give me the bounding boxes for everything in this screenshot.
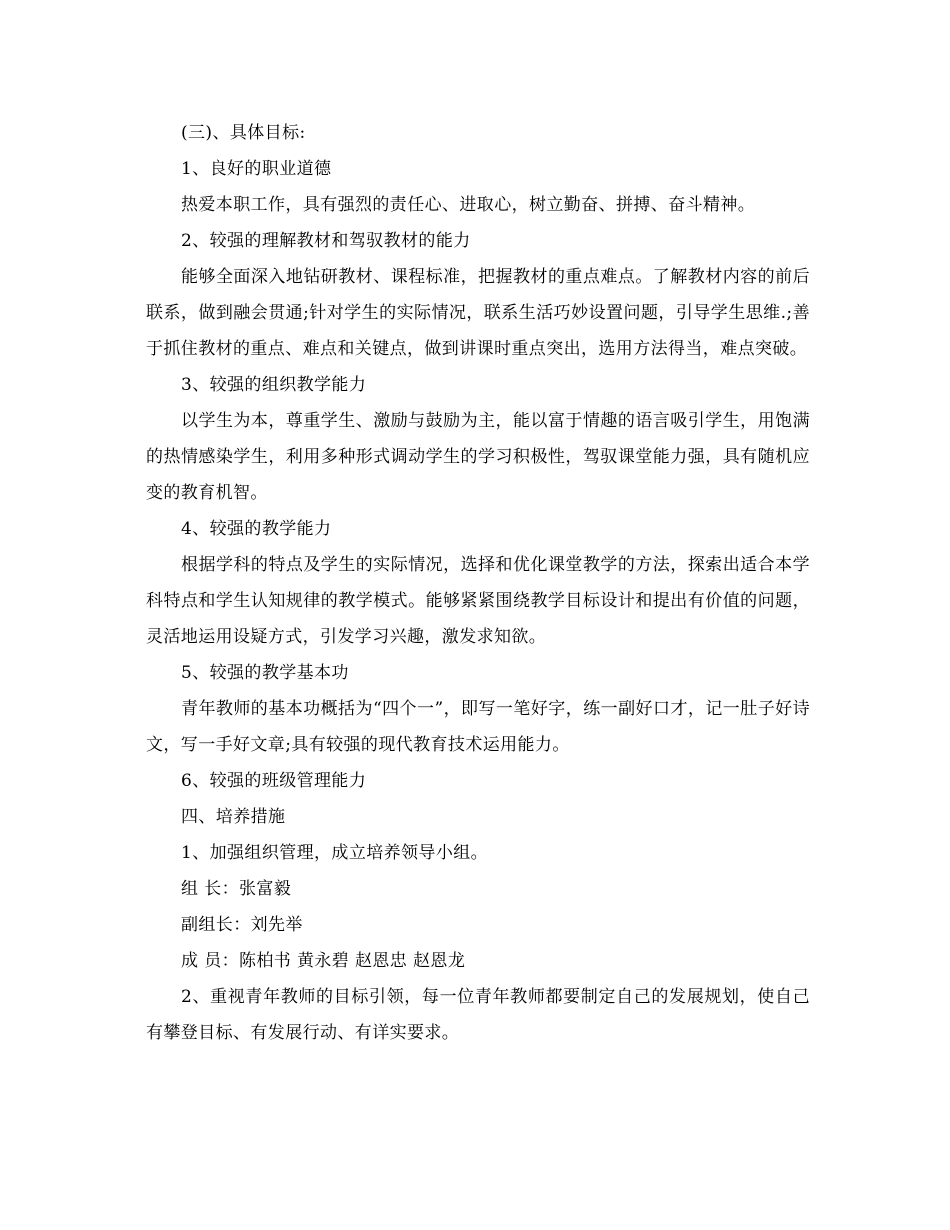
goal-heading-1: 1、良好的职业道德 — [181, 159, 332, 179]
goal-text-2: 能够全面深入地钻研教材、课程标准，把握教材的重点难点。了解教材内容的前后联系，做到融会贯通;针对学生的实际情况，联系生活巧妙设置问题，引导学生思维.;善于抓住教材的重点、难点和关键点，做到讲课时重点突出，选用方法得当，难点突破。 — [146, 267, 810, 359]
goal-heading-3: 3、较强的组织教学能力 — [181, 375, 367, 395]
goal-text-3: 以学生为本，尊重学生、激励与鼓励为主，能以富于情趣的语言吸引学生，用饱满的热情感染学生，利用多种形式调动学生的学习积极性，驾驭课堂能力强，具有随机应变的教育机智。 — [146, 411, 810, 503]
measure-text-2: 2、重视青年教师的目标引领，每一位青年教师都要制定自己的发展规划，使自己有攀登目标、有发展行动、有详实要求。 — [146, 987, 810, 1043]
goal-text-5: 青年教师的基本功概括为“四个一”，即写一笔好字，练一副好口才，记一肚子好诗文，写一手好文章;具有较强的现代教育技术运用能力。 — [146, 699, 810, 755]
deputy-leader-line: 副组长：刘先举 — [181, 915, 303, 935]
measure-text-1: 1、加强组织管理，成立培养领导小组。 — [181, 843, 489, 863]
goal-text-1: 热爱本职工作，具有强烈的责任心、进取心，树立勤奋、拼搏、奋斗精神。 — [181, 195, 756, 215]
goal-heading-6: 6、较强的班级管理能力 — [181, 771, 367, 791]
section-heading-specific-goals: (三)、具体目标: — [181, 123, 306, 143]
group-leader-line: 组 长：张富毅 — [181, 879, 292, 899]
group-members-line: 成 员：陈柏书 黄永碧 赵恩忠 赵恩龙 — [181, 951, 466, 971]
goal-heading-2: 2、较强的理解教材和驾驭教材的能力 — [181, 231, 471, 251]
document-body — [146, 115, 810, 1051]
section-heading-measures: 四、培养措施 — [181, 807, 286, 827]
goal-text-4: 根据学科的特点及学生的实际情况，选择和优化课堂教学的方法，探索出适合本学科特点和学生认知规律的教学模式。能够紧紧围绕教学目标设计和提出有价值的问题，灵活地运用设疑方式，引发学习兴趣，激发求知欲。 — [146, 555, 810, 647]
goal-heading-5: 5、较强的教学基本功 — [181, 663, 349, 683]
goal-heading-4: 4、较强的教学能力 — [181, 519, 332, 539]
